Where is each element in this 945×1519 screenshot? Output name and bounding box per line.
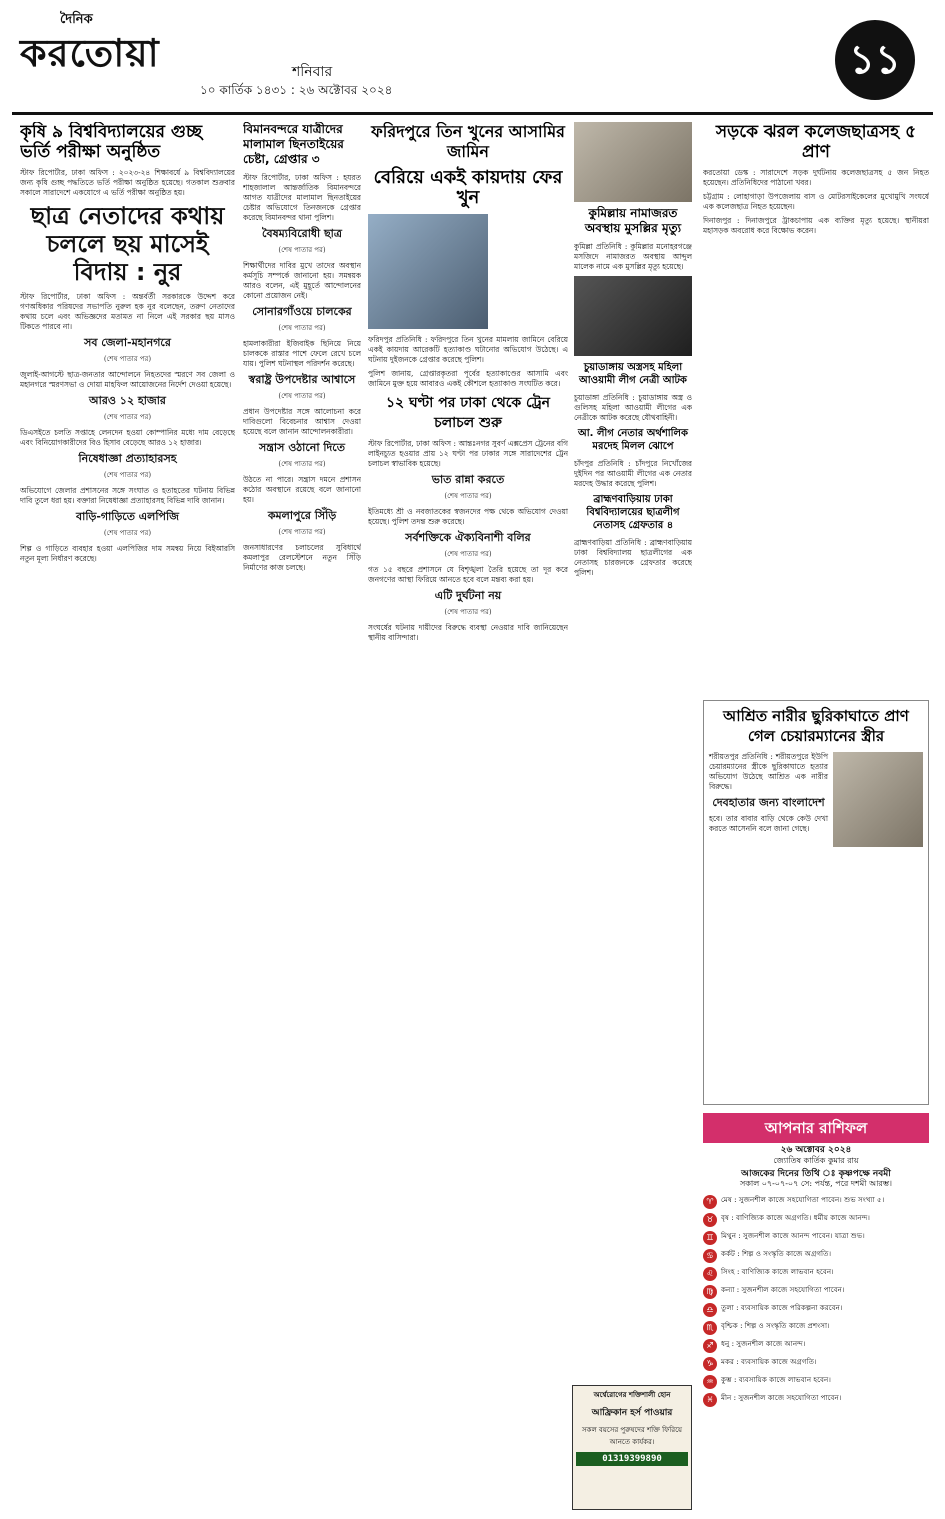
zodiac-entry: [703, 1285, 929, 1299]
horoscope-time: সকাল ০৭-০৭-০৭ সে: পর্যন্ত, পরে দশমী আরম্ভ।: [740, 1179, 892, 1189]
dateline: ১০ কার্তিক ১৪৩১ : ২৬ অক্টোবর ২০২৪: [200, 83, 393, 97]
subhead: সর্বশক্তিকে ঐক্যবিনাশী বলির: [405, 531, 531, 544]
article-text: দিনাজপুর : দিনাজপুরে ট্রাকচাপায় এক ব্যক্তির মৃত্যু হয়েছে। স্থানীয়রা মহাসড়ক অবরোধ করে বিক্ষোভ করেন।: [703, 216, 929, 235]
ad-note: সকল বয়সের পুরুষদের শক্তি ফিরিয়ে আনতে কার্যকর।: [581, 1426, 683, 1446]
headline-chuadanga: চুয়াডাঙ্গায় অস্ত্রসহ মহিলা আওয়ামী লীগ নেত্রী আটক: [579, 362, 687, 386]
zodiac-entry: [703, 1231, 929, 1245]
article-text: পুলিশ জানায়, গ্রেপ্তারকৃতরা পূর্বের হত্যাকাণ্ডের আসামি এবং জামিনে মুক্ত হয়ে আবারও একই কৌশলে হত্যাকাণ্ড সংঘটিত করে।: [368, 369, 568, 388]
continued-label: (শেষ পাতার পর): [103, 413, 152, 421]
article-text: ইতিমধ্যে শ্রী ও নবজাতকের স্বজনদের পক্ষ থেকে অভিযোগ দেওয়া হয়েছে। পুলিশ তদন্ত শুরু করেছে।: [368, 507, 568, 526]
zodiac-icon: ♌: [703, 1267, 717, 1281]
headline-chairman-wife: আশ্রিত নারীর ছুরিকাঘাতে প্রাণ গেল চেয়ারম্যানের স্ত্রীর: [723, 707, 909, 745]
zodiac-icon: ♊: [703, 1231, 717, 1245]
zodiac-entry: [703, 1321, 929, 1335]
zodiac-entry: [703, 1267, 929, 1281]
article-text: অভিযোগে জেলার প্রশাসনের সঙ্গে সংঘাত ও হতাহতের ঘটনায় বিভিন্ন দাবি তুলে ধরা হয়। বক্তারা নিষেধাজ্ঞা প্রত্যাহারসহ বিভিন্ন দাবি জানান।: [20, 486, 235, 505]
column-3: [368, 122, 568, 1507]
headline-agri-admission: কৃষি ৯ বিশ্ববিদ্যালয়ের গুচ্ছ ভর্তি পরীক্ষা অনুষ্ঠিত: [20, 122, 203, 162]
headline-nur: ছাত্র নেতাদের কথায় চললে ছয় মাসেই বিদায় : নুর: [30, 202, 225, 286]
article-text: শিক্ষার্থীদের দাবির মুখে তাদের অবস্থান কর্মসূচি সম্পর্কে জানানো হয়। সমন্বয়ক আরও বলেন, এই মুহূর্তে আন্দোলনের কোনো প্রয়োজন নেই।: [243, 261, 361, 300]
zodiac-entry: [703, 1339, 929, 1353]
deceased-man-photo: [574, 122, 692, 202]
zodiac-icon: ♓: [703, 1393, 717, 1407]
zodiac-text: বৃশ্চিক : শিল্প ও সংস্কৃতি কাজে প্রশংসা।: [721, 1321, 830, 1331]
continued-label: (শেষ পাতার পর): [103, 471, 152, 479]
headline-comilla: কুমিল্লায় নামাজরত অবস্থায় মুসল্লির মৃত্যু: [584, 206, 682, 235]
zodiac-list: [703, 1195, 929, 1407]
column-2: [243, 122, 361, 1507]
continued-label: (শেষ পাতার পর): [278, 528, 326, 536]
article-text: স্টাফ রিপোর্টার, ঢাকা অফিস : আন্তঃনগর সুবর্ণ এক্সপ্রেস ট্রেনের বগি লাইনচ্যুত হওয়ার প্রায় ১২ ঘণ্টা পর ঢাকার সঙ্গে সারাদেশের ট্রেন চলাচল স্বাভাবিক হয়েছে।: [368, 439, 568, 468]
weekday: শনিবার: [292, 64, 333, 80]
arrest-photo: [574, 276, 692, 356]
headline-faridpur-2: বেরিয়ে একই কায়দায় ফের খুন: [373, 167, 563, 208]
article-text: স্টাফ রিপোর্টার, ঢাকা অফিস : ২০২৩-২৪ শিক্ষাবর্ষে ৯ বিশ্ববিদ্যালয়ের জন্য কৃষি গুচ্ছ পদ্ধতিতে ভর্তি পরীক্ষা অনুষ্ঠিত হয়েছে। গতকাল শুক্রবার সকালে সারাদেশে একযোগে এ ভর্তি পরীক্ষা অনুষ্ঠিত হয়।: [20, 168, 235, 197]
continued-label: (শেষ পাতার পর): [278, 460, 326, 468]
article-text: ডিএসইতে চলতি সপ্তাহে লেনদেন হওয়া কোম্পানির মধ্যে দাম বেড়েছে এবং বিনিয়োগকারীদের বিও হিসাব বেড়েছে আরও ১২ হাজার।: [20, 428, 235, 447]
headline-chandpur: আ. লীগ নেতার অর্থশালিক মরদেহ মিলল ঝোপে: [578, 428, 688, 452]
zodiac-text: মীন : সুজনশীল কাজে সহযোগিতা পাবেন।: [721, 1393, 842, 1403]
horoscope-title: আপনার রাশিফল: [703, 1113, 929, 1143]
article-text: ব্রাহ্মণবাড়িয়া প্রতিনিধি : ব্রাহ্মণবাড়িয়ায় ঢাকা বিশ্ববিদ্যালয় ছাত্রলীগের এক নেতাসহ চারজনকে গ্রেফতার করেছে পুলিশ।: [574, 538, 692, 577]
page-number: ১১: [835, 20, 915, 100]
headline-brahmanbaria: ব্রাহ্মণবাড়িয়ায় ঢাকা বিশ্ববিদ্যালয়ের ছাত্রলীগ নেতাসহ গ্রেফতার ৪: [586, 494, 680, 531]
zodiac-text: মকর : ব্যবসায়িক কাজে অগ্রগতি।: [721, 1357, 817, 1367]
ad-product-name: আফ্রিকান হর্স পাওয়ার: [591, 1408, 673, 1418]
zodiac-text: তুলা : ব্যবসায়িক কাজে পরিকল্পনা করবেন।: [721, 1303, 843, 1313]
zodiac-icon: ♍: [703, 1285, 717, 1299]
horoscope-body: [703, 1146, 929, 1506]
advertisement: [572, 1385, 692, 1510]
column-5: [703, 122, 929, 697]
article-text: স্টাফ রিপোর্টার, ঢাকা অফিস : হযরত শাহজালাল আন্তর্জাতিক বিমানবন্দরে আগত যাত্রীদের মালামাল ছিনতাইয়ের চেষ্টার অভিযোগে তিনজনকে গ্রেপ্তার করেছে বিমানবন্দর থানা পুলিশ।: [243, 173, 361, 222]
zodiac-icon: ♏: [703, 1321, 717, 1335]
article-text: উঠতে না পারে। সন্ত্রাস দমনে প্রশাসন কঠোর অবস্থানে রয়েছে বলে জানানো হয়।: [243, 475, 361, 504]
column-5-box: [703, 700, 929, 1105]
arrested-men-photo: [368, 214, 488, 329]
article-text: হবে। তার বাবার বাড়ি থেকে কেউ দেখা করতে আসেননি বলে জানা গেছে।: [709, 814, 828, 833]
zodiac-entry: [703, 1393, 929, 1407]
continued-label: (শেষ পাতার পর): [278, 392, 326, 400]
article-text: স্টাফ রিপোর্টার, ঢাকা অফিস : অন্তর্বর্তী সরকারকে উদ্দেশ করে গণঅধিকার পরিষদের সভাপতি নুরুল হক নুর বলেছেন, তরুণ নেতাদের কথায় চলে এবং অভিজ্ঞদের মতামত না নিলে এই সরকার ছয় মাসও টিকতে পারবে না।: [20, 292, 235, 331]
article-text: শরীয়তপুর প্রতিনিধি : শরীয়তপুরে ইউপি চেয়ারম্যানের স্ত্রীকে ছুরিকাঘাতে হত্যার অভিযোগ উঠেছে আশ্রিত এক নারীর বিরুদ্ধে।: [709, 752, 828, 791]
zodiac-entry: [703, 1195, 929, 1209]
subhead: সন্ত্রাস ওঠানো দিতে: [259, 441, 345, 454]
continued-label: (শেষ পাতার পর): [444, 608, 492, 616]
victim-photo: [833, 752, 923, 847]
subhead: দেবহাতার জন্য বাংলাদেশ: [712, 796, 825, 809]
zodiac-text: বৃষ : বাণিজ্যিক কাজে অগ্রগতি। ধর্মীয় কাজে আনন্দ।: [721, 1213, 870, 1223]
photo-slot: [368, 214, 568, 329]
horoscope-tithi: আজকের দিনের তিথি ঃ কৃষ্ণপক্ষে নবমী: [741, 1168, 891, 1179]
article-text: প্রধান উপদেষ্টার সঙ্গে আলোচনা করে দাবিগুলো বিবেচনার আশ্বাস দেওয়া হয়েছে বলে জানান আন্দোলনকারীরা।: [243, 407, 361, 436]
article-text: হামলাকারীরা ইজিবাইক ছিনিয়ে নিয়ে চালককে রাস্তার পাশে ফেলে রেখে চলে যায়। পুলিশ ঘটনাস্থল পরিদর্শন করেছে।: [243, 339, 361, 368]
article-text: চাঁদপুর প্রতিনিধি : চাঁদপুরে নিখোঁজের দুইদিন পর আওয়ামী লীগের এক নেতার মরদেহ উদ্ধার করেছে পুলিশ।: [574, 459, 692, 488]
masthead: [0, 0, 945, 112]
zodiac-text: সিংহ : বাণিজ্যিক কাজে লাভবান হবেন।: [721, 1267, 834, 1277]
zodiac-entry: [703, 1303, 929, 1317]
article-text: করতোয়া ডেস্ক : সারাদেশে সড়ক দুর্ঘটনায় কলেজছাত্রসহ ৫ জন নিহত হয়েছেন। প্রতিনিধিদের পাঠানো খবর।: [703, 168, 929, 187]
zodiac-text: কন্যা : সুজনশীল কাজে সহযোগিতা পাবেন।: [721, 1285, 845, 1295]
article-text: ফরিদপুর প্রতিনিধি : ফরিদপুরে তিন খুনের মামলায় জামিনে বেরিয়ে একই কায়দায় আরেকটি হত্যাকাণ্ড ঘটানোর অভিযোগ উঠেছে। এ ঘটনায় দুইজনকে গ্রেপ্তার করেছে পুলিশ।: [368, 335, 568, 364]
article-text: চুয়াডাঙ্গা প্রতিনিধি : চুয়াডাঙ্গায় অস্ত্র ও গুলিসহ মহিলা আওয়ামী লীগের এক নেত্রীকে আটক করেছে যৌথবাহিনী।: [574, 393, 692, 422]
headline-train: ১২ ঘণ্টা পর ঢাকা থেকে ট্রেন চলাচল শুরু: [385, 395, 551, 431]
continued-label: (শেষ পাতার পর): [278, 324, 326, 332]
subhead: এটি দুর্ঘটনা নয়: [434, 589, 502, 602]
horoscope-astrologer: জ্যোতিষ কার্তিক কুমার রায়: [773, 1155, 859, 1165]
newspaper-logo: করতোয়া: [20, 31, 160, 75]
zodiac-icon: ♒: [703, 1375, 717, 1389]
article-text: শিল্প ও গাড়িতে ব্যবহার হওয়া এলপিজির দাম সমন্বয় নিয়ে বিইআরসি নতুন মূল্য নির্ধারণ করেছে।: [20, 544, 235, 563]
subhead: আরও ১২ হাজার: [89, 394, 166, 407]
zodiac-icon: ♉: [703, 1213, 717, 1227]
continued-label: (শেষ পাতার পর): [444, 550, 492, 558]
subhead: ভাত রান্না করতে: [431, 473, 505, 486]
subhead: সব জেলা-মহানগরে: [84, 336, 171, 349]
zodiac-icon: ♐: [703, 1339, 717, 1353]
zodiac-text: মিথুন : সুজনশীল কাজে আনন্দ পাবেন। যাত্রা শুভ।: [721, 1231, 865, 1241]
article-text: কুমিল্লা প্রতিনিধি : কুমিল্লার মনোহরগঞ্জে মসজিদে নামাজরত অবস্থায় আব্দুল মালেক নামে এক মুসল্লির মৃত্যু হয়েছে।: [574, 242, 692, 271]
logo-small: দৈনিক: [60, 12, 93, 27]
subhead: নিষেধাজ্ঞা প্রত্যাহারসহ: [78, 452, 177, 465]
zodiac-text: কুম্ভ : ব্যবসায়িক কাজে লাভবান হবেন।: [721, 1375, 831, 1385]
subhead: সোনারগাঁওয়ে চালকের: [252, 305, 352, 318]
zodiac-entry: [703, 1357, 929, 1371]
headline-road-accident: সড়কে ঝরল কলেজছাত্রসহ ৫ প্রাণ: [715, 122, 917, 162]
column-1: [20, 122, 235, 1507]
zodiac-entry: [703, 1249, 929, 1263]
zodiac-icon: ♋: [703, 1249, 717, 1263]
article-text: জনসাধারণের চলাচলের সুবিধার্থে কমলাপুর রেলস্টেশনে নতুন সিঁড়ি নির্মাণের কাজ চলছে।: [243, 543, 361, 572]
subhead: বাড়ি-গাড়িতে এলপিজি: [76, 510, 179, 523]
zodiac-icon: ♎: [703, 1303, 717, 1317]
subhead: বৈষম্যবিরোধী ছাত্র: [262, 227, 342, 240]
continued-label: (শেষ পাতার পর): [278, 246, 326, 254]
article-text: গত ১৫ বছরে প্রশাসনে যে বিশৃঙ্খলা তৈরি হয়েছে তা দূর করে জনগণের আস্থা ফিরিয়ে আনতে হবে বলে মন্তব্য করা হয়।: [368, 565, 568, 584]
zodiac-text: ধনু : সুজনশীল কাজে আনন্দ।: [721, 1339, 806, 1349]
subhead: স্বরাষ্ট্র উপদেষ্টার আশ্বাসে: [248, 373, 356, 386]
ad-phone: 01319399890: [576, 1452, 688, 1466]
zodiac-text: কর্কট : শিল্প ও সংস্কৃতি কাজে অগ্রগতি।: [721, 1249, 832, 1259]
column-4: [574, 206, 692, 1376]
headline-faridpur: ফরিদপুরে তিন খুনের আসামির জামিন: [371, 122, 565, 161]
article-text: চট্টগ্রাম : লোহাগাড়া উপজেলায় বাস ও মোটরসাইকেলের মুখোমুখি সংঘর্ষে এক কলেজছাত্র নিহত হয়েছেন।: [703, 192, 929, 211]
zodiac-icon: ♑: [703, 1357, 717, 1371]
article-text: জুলাই-আগস্টে ছাত্র-জনতার আন্দোলনে নিহতদের স্মরণে সব জেলা ও মহানগরে স্মরণসভা ও দোয়া মাহফিল আয়োজনের নির্দেশ দেওয়া হয়েছে।: [20, 370, 235, 389]
zodiac-text: মেষ : সুজনশীল কাজে সহযোগিতা পাবেন। শুভ সংখ্যা ৫।: [721, 1195, 885, 1205]
article-text: সংঘর্ষের ঘটনায় দায়ীদের বিরুদ্ধে ব্যবস্থা নেওয়ার দাবি জানিয়েছেন স্থানীয় বাসিন্দারা।: [368, 623, 568, 642]
continued-label: (শেষ পাতার পর): [444, 492, 492, 500]
zodiac-entry: [703, 1213, 929, 1227]
headline-airport: বিমানবন্দরে যাত্রীদের মালামাল ছিনতাইয়ের চেষ্টা, গ্রেপ্তার ৩: [243, 122, 344, 166]
ad-tagline: অর্শ্বেরোগের শক্তিশালী হোন: [593, 1390, 671, 1399]
zodiac-icon: ♈: [703, 1195, 717, 1209]
subhead: কমলাপুরে সিঁড়ি: [267, 509, 337, 522]
zodiac-entry: [703, 1375, 929, 1389]
continued-label: (শেষ পাতার পর): [103, 355, 152, 363]
horoscope-date: ২৬ অক্টোবর ২০২৪: [780, 1146, 852, 1155]
continued-label: (শেষ পাতার পর): [103, 529, 152, 537]
masthead-rule: [12, 112, 933, 115]
